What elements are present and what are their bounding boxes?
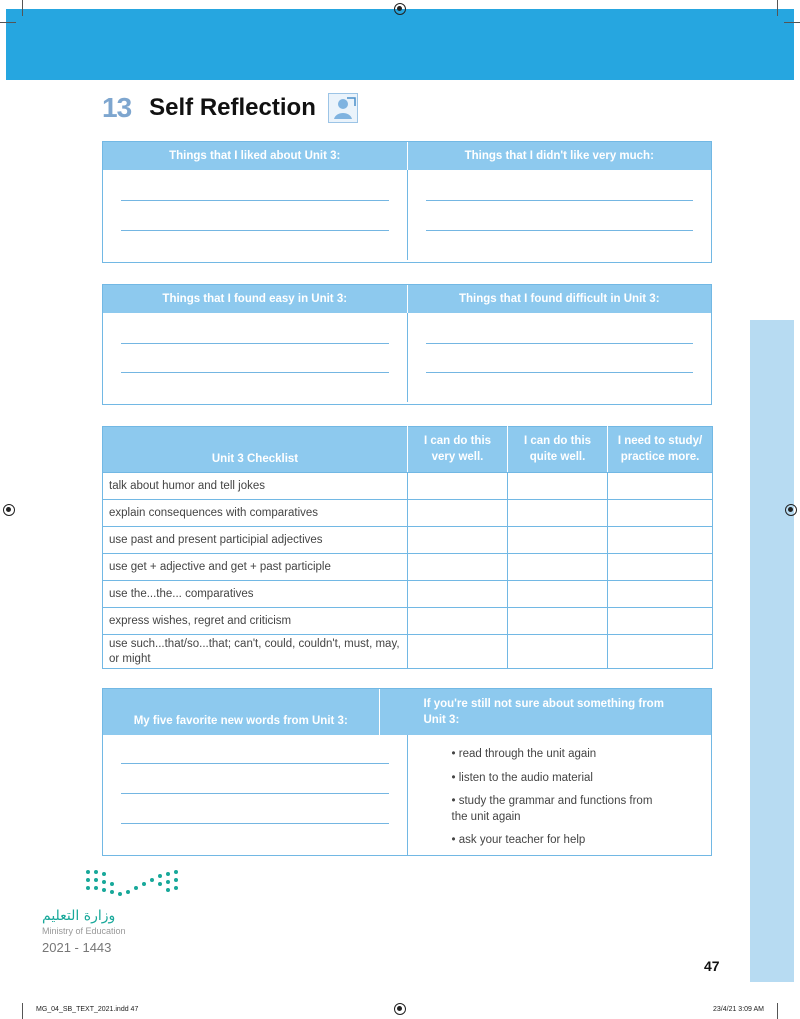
registration-mark — [3, 504, 15, 516]
list-item: • read through the unit again — [452, 747, 662, 763]
ministry-logo — [42, 868, 182, 955]
checklist-item: use get + adjective and get + past participle — [103, 554, 408, 581]
check-cell[interactable] — [408, 500, 508, 527]
check-cell[interactable] — [408, 527, 508, 554]
table-row — [103, 608, 713, 635]
unit-checklist-table — [102, 426, 713, 669]
section-heading — [102, 92, 358, 124]
section-number: 13 — [102, 92, 132, 123]
check-cell[interactable] — [508, 635, 608, 669]
favorite-words-header: My five favorite new words from Unit 3: — [133, 715, 348, 727]
check-cell[interactable] — [508, 500, 608, 527]
crop-mark — [777, 0, 778, 16]
page-number: 47 — [704, 958, 720, 974]
check-cell[interactable] — [408, 581, 508, 608]
answer-line[interactable] — [121, 372, 389, 373]
answer-line[interactable] — [426, 343, 694, 344]
top-color-band — [6, 9, 794, 80]
registration-mark — [394, 1003, 406, 1015]
logo-dots-icon — [42, 868, 182, 898]
slug-file: MG_04_SB_TEXT_2021.indd 47 — [36, 1006, 139, 1013]
answer-line[interactable] — [426, 372, 694, 373]
checklist-header: Unit 3 Checklist — [103, 427, 408, 473]
disliked-answer-area[interactable] — [407, 170, 712, 260]
check-cell[interactable] — [608, 473, 713, 500]
check-cell[interactable] — [408, 635, 508, 669]
check-cell[interactable] — [608, 554, 713, 581]
checklist-item: talk about humor and tell jokes — [103, 473, 408, 500]
check-cell[interactable] — [608, 608, 713, 635]
check-cell[interactable] — [508, 554, 608, 581]
table-row — [103, 473, 713, 500]
table-row — [103, 500, 713, 527]
check-cell[interactable] — [508, 473, 608, 500]
check-cell[interactable] — [408, 608, 508, 635]
list-item: • listen to the audio material — [452, 771, 662, 787]
check-cell[interactable] — [608, 527, 713, 554]
liked-box-header — [103, 142, 711, 170]
table-row — [103, 554, 713, 581]
list-item: • study the grammar and functions from the unit again — [452, 794, 662, 825]
check-cell[interactable] — [508, 527, 608, 554]
not-sure-header: If you're still not sure about something from Unit 3: — [379, 689, 712, 735]
liked-header: Things that I liked about Unit 3: — [169, 150, 341, 162]
table-row — [103, 581, 713, 608]
slug-date: 23/4/21 3:09 AM — [713, 1006, 764, 1013]
logo-english-text: Ministry of Education — [42, 926, 126, 936]
difficult-header: Things that I found difficult in Unit 3: — [407, 285, 712, 313]
answer-line[interactable] — [121, 230, 389, 231]
check-cell[interactable] — [608, 635, 713, 669]
logo-arabic-text: وزارة التعليم — [42, 908, 116, 924]
favorite-words-box — [102, 688, 712, 856]
answer-line[interactable] — [121, 793, 389, 794]
registration-mark — [394, 3, 406, 15]
crop-mark — [22, 1003, 23, 1019]
crop-mark — [0, 22, 16, 23]
crop-mark — [777, 1003, 778, 1019]
very-well-header: I can do this very well. — [408, 427, 508, 473]
easy-answer-area[interactable] — [103, 313, 407, 402]
liked-box — [102, 141, 712, 263]
difficult-answer-area[interactable] — [407, 313, 712, 402]
tips-list — [452, 747, 662, 857]
answer-line[interactable] — [426, 230, 694, 231]
check-cell[interactable] — [608, 500, 713, 527]
checklist-item: express wishes, regret and criticism — [103, 608, 408, 635]
check-cell[interactable] — [408, 554, 508, 581]
checklist-item: use such...that/so...that; can't, could, couldn't, must, may, or might — [103, 635, 408, 669]
crop-mark — [22, 0, 23, 16]
answer-line[interactable] — [121, 763, 389, 764]
answer-line[interactable] — [121, 200, 389, 201]
checklist-item: use past and present participial adjectives — [103, 527, 408, 554]
disliked-header: Things that I didn't like very much: — [407, 142, 712, 170]
table-row — [103, 527, 713, 554]
words-box-header — [103, 689, 711, 735]
check-cell[interactable] — [508, 581, 608, 608]
easy-box-header — [103, 285, 711, 313]
check-cell[interactable] — [508, 608, 608, 635]
liked-answer-area[interactable] — [103, 170, 407, 260]
list-item: • ask your teacher for help — [452, 833, 662, 849]
easy-box — [102, 284, 712, 405]
table-row — [103, 635, 713, 669]
side-color-band — [750, 320, 794, 982]
page-title: Self Reflection — [149, 94, 316, 121]
crop-mark — [784, 22, 800, 23]
checklist-item: explain consequences with comparatives — [103, 500, 408, 527]
favorite-words-area[interactable] — [103, 735, 407, 855]
answer-line[interactable] — [121, 823, 389, 824]
quite-well-header: I can do this quite well. — [508, 427, 608, 473]
check-cell[interactable] — [408, 473, 508, 500]
reflection-icon — [328, 93, 358, 123]
registration-mark — [785, 504, 797, 516]
checklist-item: use the...the... comparatives — [103, 581, 408, 608]
check-cell[interactable] — [608, 581, 713, 608]
need-study-header: I need to study/ practice more. — [608, 427, 713, 473]
answer-line[interactable] — [121, 343, 389, 344]
answer-line[interactable] — [426, 200, 694, 201]
easy-header: Things that I found easy in Unit 3: — [162, 293, 348, 305]
tips-area — [407, 735, 712, 855]
logo-years: 2021 - 1443 — [42, 940, 112, 955]
